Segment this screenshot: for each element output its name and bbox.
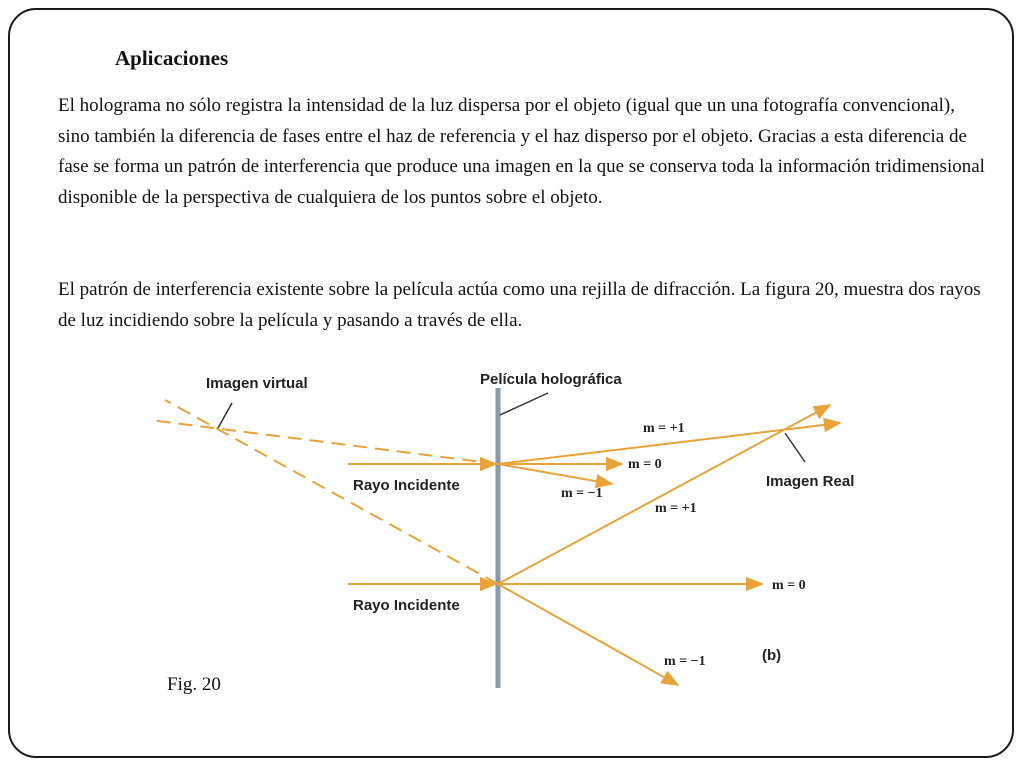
film-pointer (500, 393, 548, 415)
slide-title: Aplicaciones (115, 46, 229, 70)
ray-top-minus1 (498, 464, 612, 484)
order-bottom-zero: m = 0 (772, 578, 806, 593)
virtual-image-label: Imagen virtual (206, 375, 308, 392)
paragraph-interference: El patrón de interferencia existente sobre la película actúa como una rejilla de difracción. La figura 20, muestra dos rayos de luz incidiendo sobre la película y pasando a través de ella. (58, 279, 981, 331)
figure-caption: Fig. 20 (167, 674, 221, 695)
virtual-image-pointer (218, 403, 232, 428)
incident-ray-bottom-label: Rayo Incidente (353, 597, 460, 614)
virtual-ray-top (150, 420, 498, 464)
panel-label: (b) (762, 647, 782, 664)
paragraph-hologram: El holograma no sólo registra la intensidad de la luz dispersa por el objeto (igual que un una fotografía convencional), sino también la diferencia de fases entre el haz de referencia y el haz disperso por el objeto. Gracias a esta diferencia de fase se forma un patrón de interferencia que produce una imagen en la que se conserva toda la información tridimensional disponible de la perspectiva de cualquiera de los puntos sobre el objeto. (58, 95, 985, 208)
real-image-label: Imagen Real (766, 473, 855, 490)
film-label: Película holográfica (480, 371, 622, 388)
order-top-zero: m = 0 (628, 457, 662, 472)
real-image-pointer (785, 433, 805, 462)
order-bottom-minus1: m = −1 (664, 654, 706, 669)
incident-ray-top-label: Rayo Incidente (353, 477, 460, 494)
order-top-minus1: m = −1 (561, 486, 603, 501)
order-bottom-plus1: m = +1 (655, 501, 697, 516)
order-top-plus1: m = +1 (643, 421, 685, 436)
ray-bottom-minus1 (498, 584, 678, 685)
